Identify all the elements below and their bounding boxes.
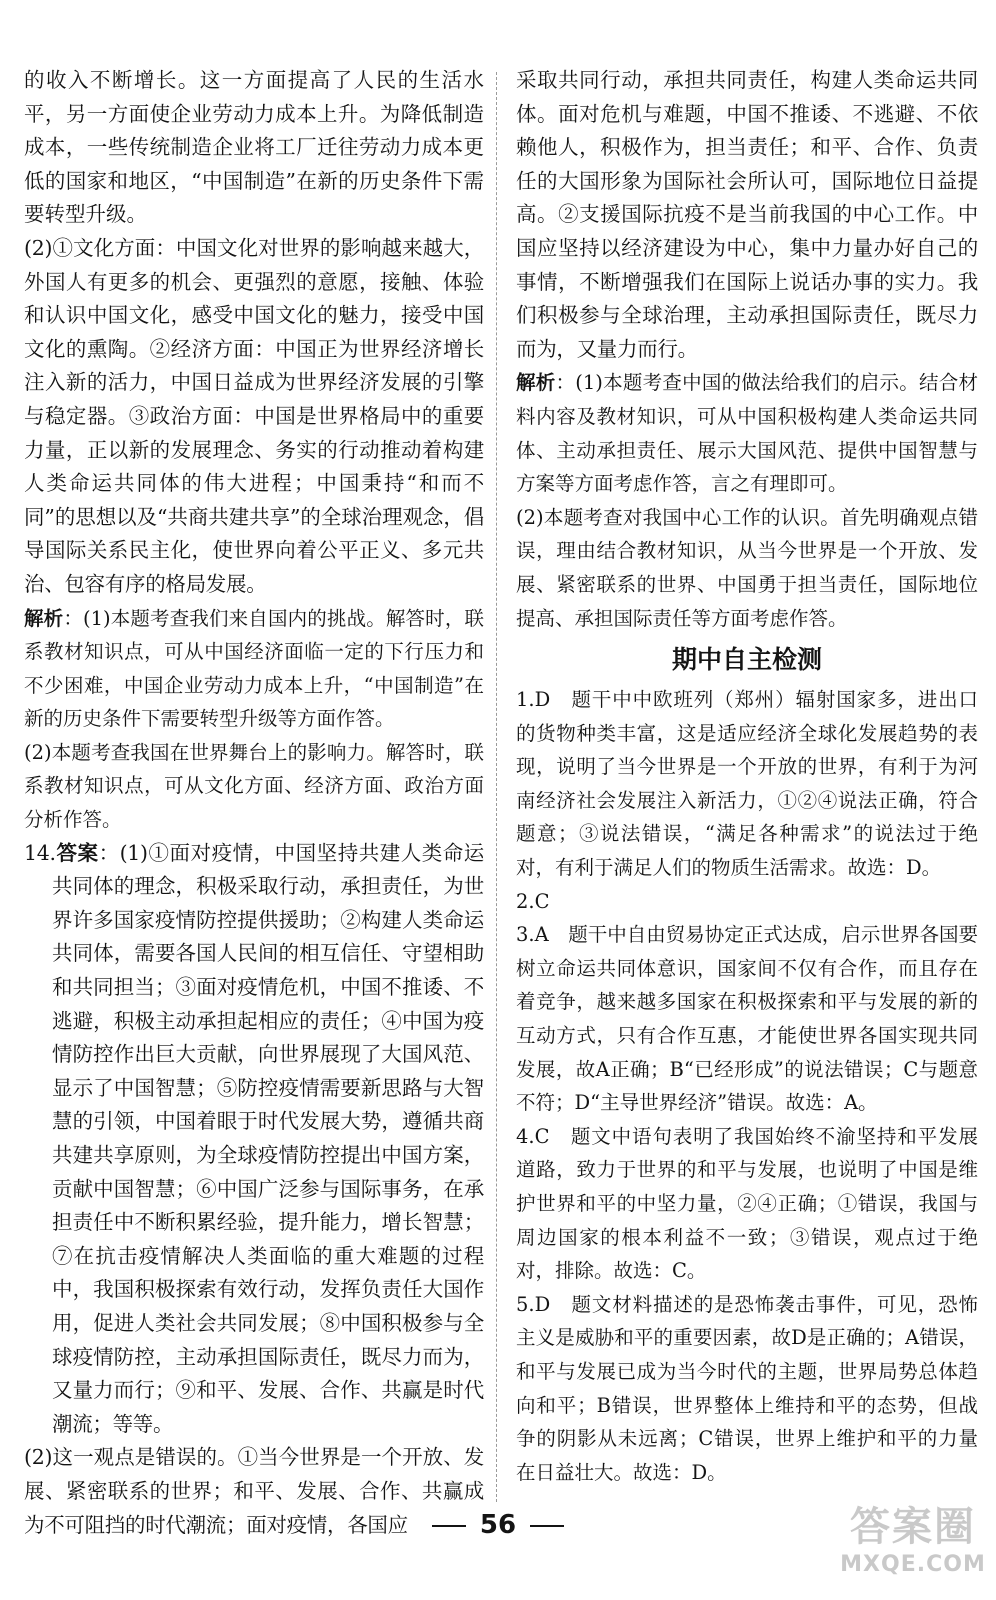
question-1-answer: 1.D 题干中中欧班列（郑州）辐射国家多，进出口的货物种类丰富，这是适应经济全球化发展趋势的表现，说明了当今世界是一个开放的世界，有利于为河南经济社会发展注入新活力，①②④说法正确，符合题意；③说法错误，“满足各种需求”的说法过于绝对，有利于满足人们的物质生活需求。故选：D。 [516,688,978,880]
left-explanation-1 [24,602,484,736]
explanation-text: ：(1)本题考查我们来自国内的挑战。解答时，联系教材知识点，可从中国经济面临一定的下行压力和不少困难，中国企业劳动力成本上升，“中国制造”在新的历史条件下需要转型升级等方面作答。 [24,606,484,731]
question-4-answer: 4.C 题文中语句表明了我国始终不渝坚持和平发展道路，致力于世界的和平与发展，也说明了中国是维护世界和平的中坚力量，②④正确；①错误，我国与周边国家的根本利益不一致；③错误，观点过于绝对，排除。故选：C。 [516,1124,978,1283]
section-title: 期中自主检测 [671,645,822,675]
watermark-logo [838,1502,988,1592]
answer-label: 答案 [55,840,99,865]
left-paragraph-1: 的收入不断增长。这一方面提高了人民的生活水平，另一方面使企业劳动力成本上升。为降低制造成本，一些传统制造企业将工厂迁往劳动力成本更低的国家和地区，“中国制造”在新的历史条件下需要转型升级。 [24,68,484,227]
right-explanation-1 [516,366,978,500]
question-5-answer: 5.D 题文材料描述的是恐怖袭击事件，可见，恐怖主义是威胁和平的重要因素，故D是正确的；A错误，和平与发展已成为当今时代的主题，世界局势总体趋向和平；B错误，世界整体上维持和平的态势，但战争的阴影从未远离；C错误，世界上维护和平的力量在日益壮大。故选：D。 [516,1292,978,1484]
right-paragraph-1: 采取共同行动，承担共同责任，构建人类命运共同体。面对危机与难题，中国不推诿、不逃避、不依赖他人，积极作为，担当责任；和平、合作、负责任的大国形象为国际社会所认可，国际地位日益提高。②支援国际抗疫不是当前我国的中心工作。中国应坚持以经济建设为中心，集中力量办好自己的事情，不断增强我们在国际上说话办事的实力。我们积极参与全球治理，主动承担国际责任，既尽力而为，又量力而行。 [516,68,978,361]
left-paragraph-2: (2)①文化方面：中国文化对世界的影响越来越大，外国人有更多的机会、更强烈的意愿，接触、体验和认识中国文化，感受中国文化的魅力，接受中国文化的熏陶。②经济方面：中国正为世界经济增长注入新的活力，中国日益成为世界经济发展的引擎与稳定器。③政治方面：中国是世界格局中的重要力量，正以新的发展理念、务实的行动推动着构建人类命运共同体的伟大进程；中国秉持“和而不同”的思想以及“共商共建共享”的全球治理观念，倡导国际关系民主化，使世界向着公平正义、多元共治、包容有序的格局发展。 [24,235,484,596]
watermark-line-2: MXQE.COM [840,1552,986,1577]
left-column [24,64,484,1542]
right-explanation-2: (2)本题考查对我国中心工作的认识。首先明确观点错误，理由结合教材知识，从当今世界是一个开放、发展、紧密联系的世界、中国勇于担当责任，国际地位提高、承担国际责任等方面考虑作答。 [516,505,978,630]
answer-text: ：(1)①面对疫情，中国坚持共建人类命运共同体的理念，积极采取行动，承担责任，为世界许多国家疫情防控提供援助；②构建人类命运共同体，需要各国人民间的相互信任、守望相助和共同担当；③面对疫情危机，中国不推诿、不逃避，积极主动承担起相应的责任；④中国为疫情防控作出巨大贡献，向世界展现了大国风范、显示了中国智慧；⑤防控疫情需要新思路与大智慧的引领，中国着眼于时代发展大势，遵循共商共建共享原则，为全球疫情防控提出中国方案，贡献中国智慧；⑥中国广泛参与国际事务，在承担责任中不断积累经验，提升能力，增长智慧；⑦在抗击疫情解决人类面临的重大难题的过程中，我国积极探索有效行动，发挥负责任大国作用，促进人类社会共同发展；⑧中国积极参与全球疫情防控，主动承担国际责任，既尽力而为，又量力而行；⑨和平、发展、合作、共赢是时代潮流；等等。 [52,840,484,1436]
explanation-label: 解析 [516,371,556,395]
footer-dash-right [530,1525,564,1527]
left-paragraph-5: (2)这一观点是错误的。①当今世界是一个开放、发展、紧密联系的世界；和平、发展、合作、共赢成为不可阻挡的时代潮流；面对疫情，各国应 [24,1445,484,1537]
right-column [516,64,978,1489]
explanation-label: 解析 [24,606,64,630]
page-number: 56 [479,1510,517,1540]
left-explanation-2: (2)本题考查我国在世界舞台上的影响力。解答时，联系教材知识点，可从文化方面、经济方面、政治方面分析作答。 [24,740,484,832]
watermark-line-1: 答案圈 [850,1504,976,1550]
question-number: 14. [24,840,56,865]
question-2-answer: 2.C [516,889,550,913]
explanation-text: ：(1)本题考查中国的做法给我们的启示。结合材料内容及教材知识，可从中国积极构建人类命运共同体、主动承担责任、展示大国风范、提供中国智慧与方案等方面考虑作答，言之有理即可。 [516,371,978,496]
footer-dash-left [432,1525,466,1527]
question-3-answer: 3.A 题干中自由贸易协定正式达成，启示世界各国要树立命运共同体意识，国家间不仅有合作，而且存在着竞争，越来越多国家在积极探索和平与发展的新的互动方式，只有合作互惠，才能使世界各国实现共同发展，故A正确；B“已经形成”的说法错误；C与题意不符；D“主导世界经济”错误。故选：A。 [516,923,978,1115]
column-divider [496,72,497,1502]
question-14-answer [24,837,484,1442]
